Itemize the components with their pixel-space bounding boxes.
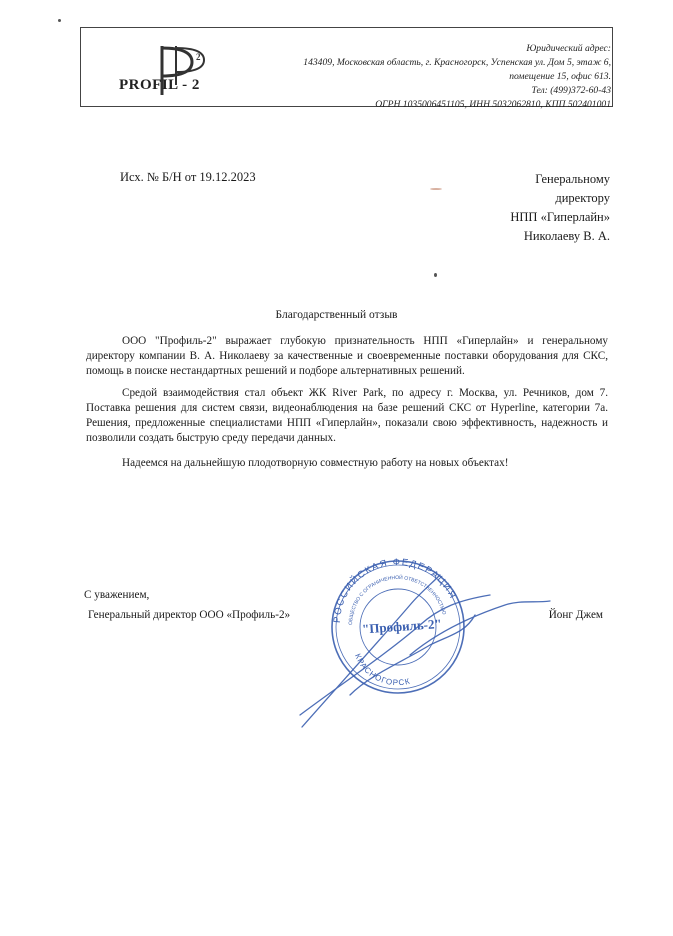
scan-speck [58,19,61,22]
body-paragraph: Средой взаимодействия стал объект ЖК River Park, по адресу г. Москва, ул. Речников, дом 7. Поставка решения для систем связи, видеонаблюдения на базе решений СКС от Hyperline, категории 7а. Решения, предложенные специалистами НПП «Гиперлайн», показали свою эффективность, надежность и позволили создать быструю среду передачи данных. [86,386,608,445]
letter-body [86,334,608,478]
recipient-line: директору [555,191,610,205]
logo-text: PROFIL - 2 [119,77,200,93]
stamp-ring-inner: ОБЩЕСТВО С ОГРАНИЧЕННОЙ ОТВЕТСТВЕННОСТЬЮ [347,574,447,626]
stamp-ring-top: РОССИЙСКАЯ ФЕДЕРАЦИЯ [331,556,459,624]
recipient-block [510,170,610,246]
recipient-line: НПП «Гиперлайн» [510,210,610,224]
address-line: помещение 15, офис 613. [509,71,611,82]
outgoing-reference: Исх. № Б/Н от 19.12.2023 [120,170,256,184]
address-line: Юридический адрес: [526,43,611,54]
regards-line: С уважением, [84,589,150,601]
signer-name: Йонг Джем [548,609,603,621]
recipient-line: Генеральному [535,172,610,186]
address-line: 143409, Московская область, г. Красногорск, Успенская ул. Дом 5, этаж 6, [303,57,611,68]
stamp-ring-bottom: КРАСНОГОРСК [353,652,412,688]
scan-speck [430,188,442,190]
address-line: ОГРН 1035006451105, ИНН 5032062810, КПП 502401001 [375,99,611,110]
address-line: Тел: (499)372-60-43 [531,85,611,96]
signer-position: Генеральный директор ООО «Профиль-2» [88,609,291,621]
company-stamp [290,545,580,735]
stamp-center-text: "Профиль-2" [361,615,443,637]
document-title: Благодарственный отзыв [275,309,398,321]
svg-text:2: 2 [196,52,201,62]
scan-speck [434,273,437,277]
body-paragraph: Надеемся на дальнейшую плодотворную совместную работу на новых объектах! [122,457,509,470]
letterhead-address [211,42,611,112]
body-paragraph: ООО "Профиль-2" выражает глубокую признательность НПП «Гиперлайн» и генеральному директору компании В. А. Николаеву за качественные и своевременные поставки оборудования для СКС, помощь в поиске нестандартных решений и подборе альтернативных решений. [86,335,608,378]
recipient-line: Николаеву В. А. [523,229,610,243]
